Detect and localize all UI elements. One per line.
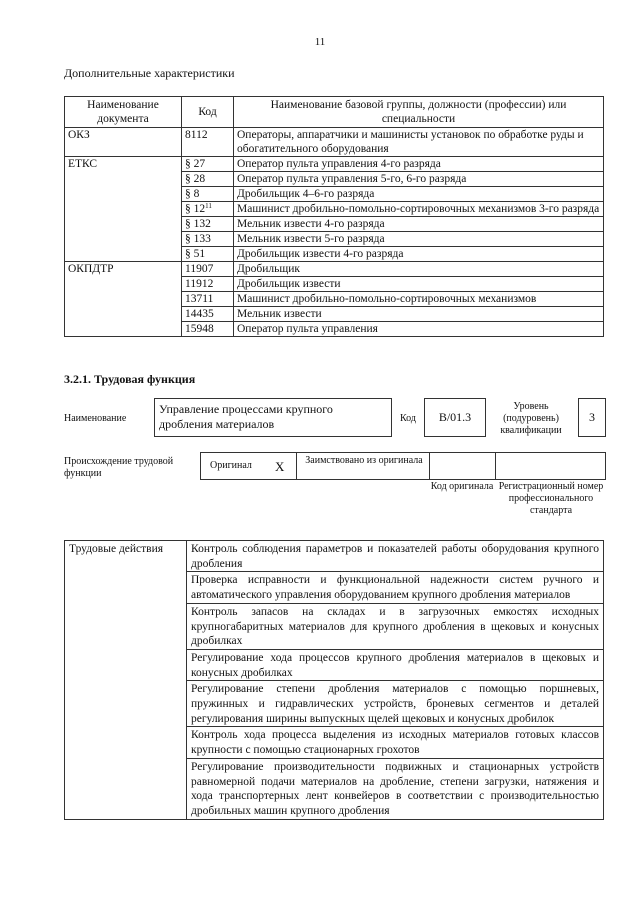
code-original-label: Код оригинала (430, 481, 494, 492)
table-row (65, 128, 604, 157)
code-cell (182, 217, 234, 232)
labor-action-item: Регулирование производительности подвижных и стационарных устройств равномерной подачи материалов на дробление, степени загрузки, натяжения и хода транспортерных лент конвейеров в соответствии с производительностью дробильных машин крупного дробления (187, 758, 604, 819)
footnote-ref: 11 (205, 202, 212, 210)
code-cell (182, 307, 234, 322)
code-text: § 51 (185, 248, 206, 260)
document-cell (65, 277, 182, 292)
code-text: 8112 (185, 129, 208, 141)
code-cell (182, 322, 234, 337)
document-cell (65, 217, 182, 232)
name-cell: Мельник извести 4-го разряда (234, 217, 604, 232)
code-text: 11912 (185, 278, 214, 290)
table-row (65, 307, 604, 322)
origin-divider-3 (495, 453, 496, 479)
document-cell (65, 187, 182, 202)
origin-divider-1 (296, 453, 297, 479)
document-cell (65, 172, 182, 187)
labor-action-item: Проверка исправности и функциональной надежности систем ручного и автоматического управления оборудованием крупного дробления материалов (187, 572, 604, 603)
code-label: Код (400, 413, 416, 424)
code-cell (182, 128, 234, 157)
code-text: § 27 (185, 158, 206, 170)
table-row (65, 292, 604, 307)
table-row (65, 247, 604, 262)
code-text: § 133 (185, 233, 211, 245)
name-cell: Дробильщик (234, 262, 604, 277)
document-cell (65, 247, 182, 262)
level-label: Уровень (подуровень) квалификации (500, 401, 562, 436)
labor-actions-body (65, 541, 604, 820)
code-cell (182, 262, 234, 277)
additional-characteristics-title: Дополнительные характеристики (64, 66, 235, 80)
labor-action-item: Контроль запасов на складах и в загрузочных емкостях исходных крупногабаритных материалов для крупного дробления в щековых и конусных дробилках (187, 603, 604, 649)
code-cell (182, 187, 234, 202)
name-cell: Дробильщик извести (234, 277, 604, 292)
table-row (65, 217, 604, 232)
table-row (65, 232, 604, 247)
code-text: 13711 (185, 293, 214, 305)
name-cell: Машинист дробильно-помольно-сортировочных механизмов 3-го разряда (234, 202, 604, 217)
characteristics-table (64, 96, 604, 337)
document-cell (65, 307, 182, 322)
code-text: § 132 (185, 218, 211, 230)
name-cell: Мельник извести 5-го разряда (234, 232, 604, 247)
name-cell: Дробильщик извести 4-го разряда (234, 247, 604, 262)
code-cell (182, 157, 234, 172)
level-value: 3 (589, 410, 595, 424)
document-cell (65, 292, 182, 307)
table-row (65, 172, 604, 187)
code-box (424, 398, 486, 437)
document-cell (65, 202, 182, 217)
labor-function-title: 3.2.1. Трудовая функция (64, 372, 196, 386)
document-cell: ЕТКС (65, 157, 182, 172)
name-cell: Оператор пульта управления 4-го разряда (234, 157, 604, 172)
document-cell: ОКПДТР (65, 262, 182, 277)
code-cell (182, 202, 234, 217)
table-row (65, 277, 604, 292)
table-row (65, 541, 604, 572)
code-text: 14435 (185, 308, 214, 320)
document-cell (65, 232, 182, 247)
level-box (578, 398, 606, 437)
name-cell: Оператор пульта управления 5-го, 6-го разряда (234, 172, 604, 187)
code-cell (182, 247, 234, 262)
header-name: Наименование базовой группы, должности (профессии) или специальности (234, 97, 604, 128)
page-number: 11 (314, 36, 326, 48)
labor-action-item: Контроль соблюдения параметров и показателей работы оборудования крупного дробления (187, 541, 604, 572)
name-cell: Операторы, аппаратчики и машинисты установок по обработке руды и обогатительного оборудования (234, 128, 604, 157)
labor-actions-header: Трудовые действия (65, 541, 187, 820)
code-cell (182, 232, 234, 247)
table-row (65, 322, 604, 337)
header-code: Код (182, 97, 234, 128)
table-row (65, 187, 604, 202)
origin-divider-2 (429, 453, 430, 479)
origin-label: Происхождение трудовой функции (64, 456, 174, 479)
name-cell: Машинист дробильно-помольно-сортировочных механизмов (234, 292, 604, 307)
table-row (65, 157, 604, 172)
function-name-value: Управление процессами крупного дробления материалов (159, 402, 333, 431)
borrowed-label: Заимствовано из оригинала (305, 455, 423, 466)
function-code-value: B/01.3 (438, 410, 472, 424)
name-cell: Мельник извести (234, 307, 604, 322)
characteristics-body (65, 128, 604, 337)
code-text: § 8 (185, 188, 200, 200)
code-text: § 28 (185, 173, 206, 185)
characteristics-header-row (65, 97, 604, 128)
name-box (154, 398, 392, 437)
document-cell (65, 322, 182, 337)
code-text: § 12 (185, 203, 206, 215)
code-text: 15948 (185, 323, 214, 335)
reg-number-label: Регистрационный номер профессионального стандарта (498, 481, 604, 516)
code-text: 11907 (185, 263, 214, 275)
labor-action-item: Контроль хода процесса выделения из исходных материалов готовых классов крупности с помощью стационарных грохотов (187, 727, 604, 758)
original-label: Оригинал (210, 460, 252, 471)
table-row (65, 202, 604, 217)
labor-action-item: Регулирование степени дробления материалов с помощью поршневых, пружинных и гидравлических устройств, броневых сегментов и деталей регулирования ширины выпускных щелей щековых и конусных дробилок (187, 681, 604, 727)
name-label: Наименование (64, 413, 127, 424)
name-cell: Дробильщик 4–6-го разряда (234, 187, 604, 202)
table-row (65, 262, 604, 277)
document-cell: ОКЗ (65, 128, 182, 157)
header-document: Наименование документа (65, 97, 182, 128)
labor-action-item: Регулирование хода процессов крупного дробления материалов в щековых и конусных дробилках (187, 649, 604, 680)
original-mark: X (275, 459, 285, 474)
code-cell (182, 172, 234, 187)
name-cell: Оператор пульта управления (234, 322, 604, 337)
labor-actions-table (64, 540, 604, 820)
code-cell (182, 292, 234, 307)
code-cell (182, 277, 234, 292)
